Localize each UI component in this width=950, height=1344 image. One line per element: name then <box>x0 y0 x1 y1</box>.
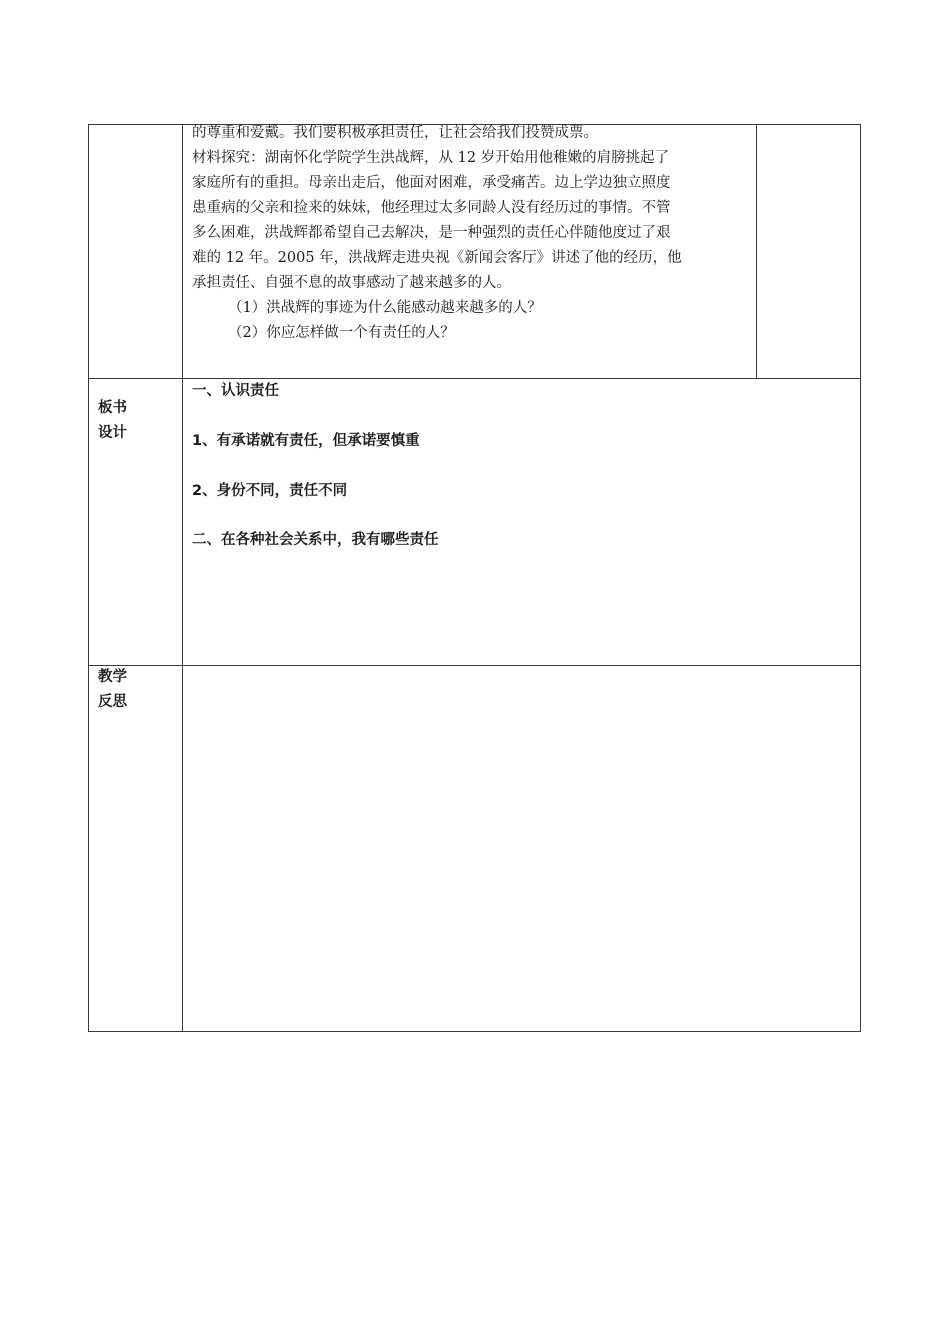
material-line: 材料探究：湖南怀化学院学生洪战辉，从 12 岁开始用他稚嫩的肩膀挑起了 <box>192 150 670 166</box>
question-item: （2）你应怎样做一个有责任的人？ <box>228 325 455 341</box>
table-bottom-border <box>88 1031 861 1032</box>
material-line: 患重病的父亲和捡来的妹妹，他经理过太多同龄人没有经历过的事情。不管 <box>192 200 671 216</box>
material-line: 多么困难，洪战辉都希望自己去解决，是一种强烈的责任心伴随他度过了艰 <box>192 225 671 241</box>
board-heading-1: 一、认识责任 <box>192 383 279 399</box>
label-column-divider <box>182 124 183 1032</box>
material-text-block <box>192 121 682 346</box>
board-heading-2: 二、在各种社会关系中，我有哪些责任 <box>192 532 439 548</box>
material-line: 的尊重和爱戴。我们要积极承担责任，让社会给我们投赞成票。 <box>192 125 598 141</box>
table-left-border <box>88 124 89 1032</box>
material-line: 承担责任、自强不息的故事感动了越来越多的人。 <box>192 275 511 291</box>
notes-column-divider <box>756 124 757 378</box>
table-right-border <box>860 124 861 1032</box>
row-divider-1 <box>88 378 861 379</box>
material-line: 难的 12 年。2005 年，洪战辉走进央视《新闻会客厅》讲述了他的经历，他 <box>192 250 682 266</box>
board-point-1: 1、有承诺就有责任，但承诺要慎重 <box>192 433 420 449</box>
material-line: 家庭所有的重担。母亲出走后，他面对困难，承受痛苦。边上学边独立照度 <box>192 175 671 191</box>
board-design-label: 板书 设计 <box>98 400 127 441</box>
board-point-2: 2、身份不同，责任不同 <box>192 483 348 499</box>
row-divider-2 <box>88 665 861 666</box>
reflection-label: 教学 反思 <box>98 669 127 710</box>
question-item: （1）洪战辉的事迹为什么能感动越来越多的人？ <box>228 300 542 316</box>
